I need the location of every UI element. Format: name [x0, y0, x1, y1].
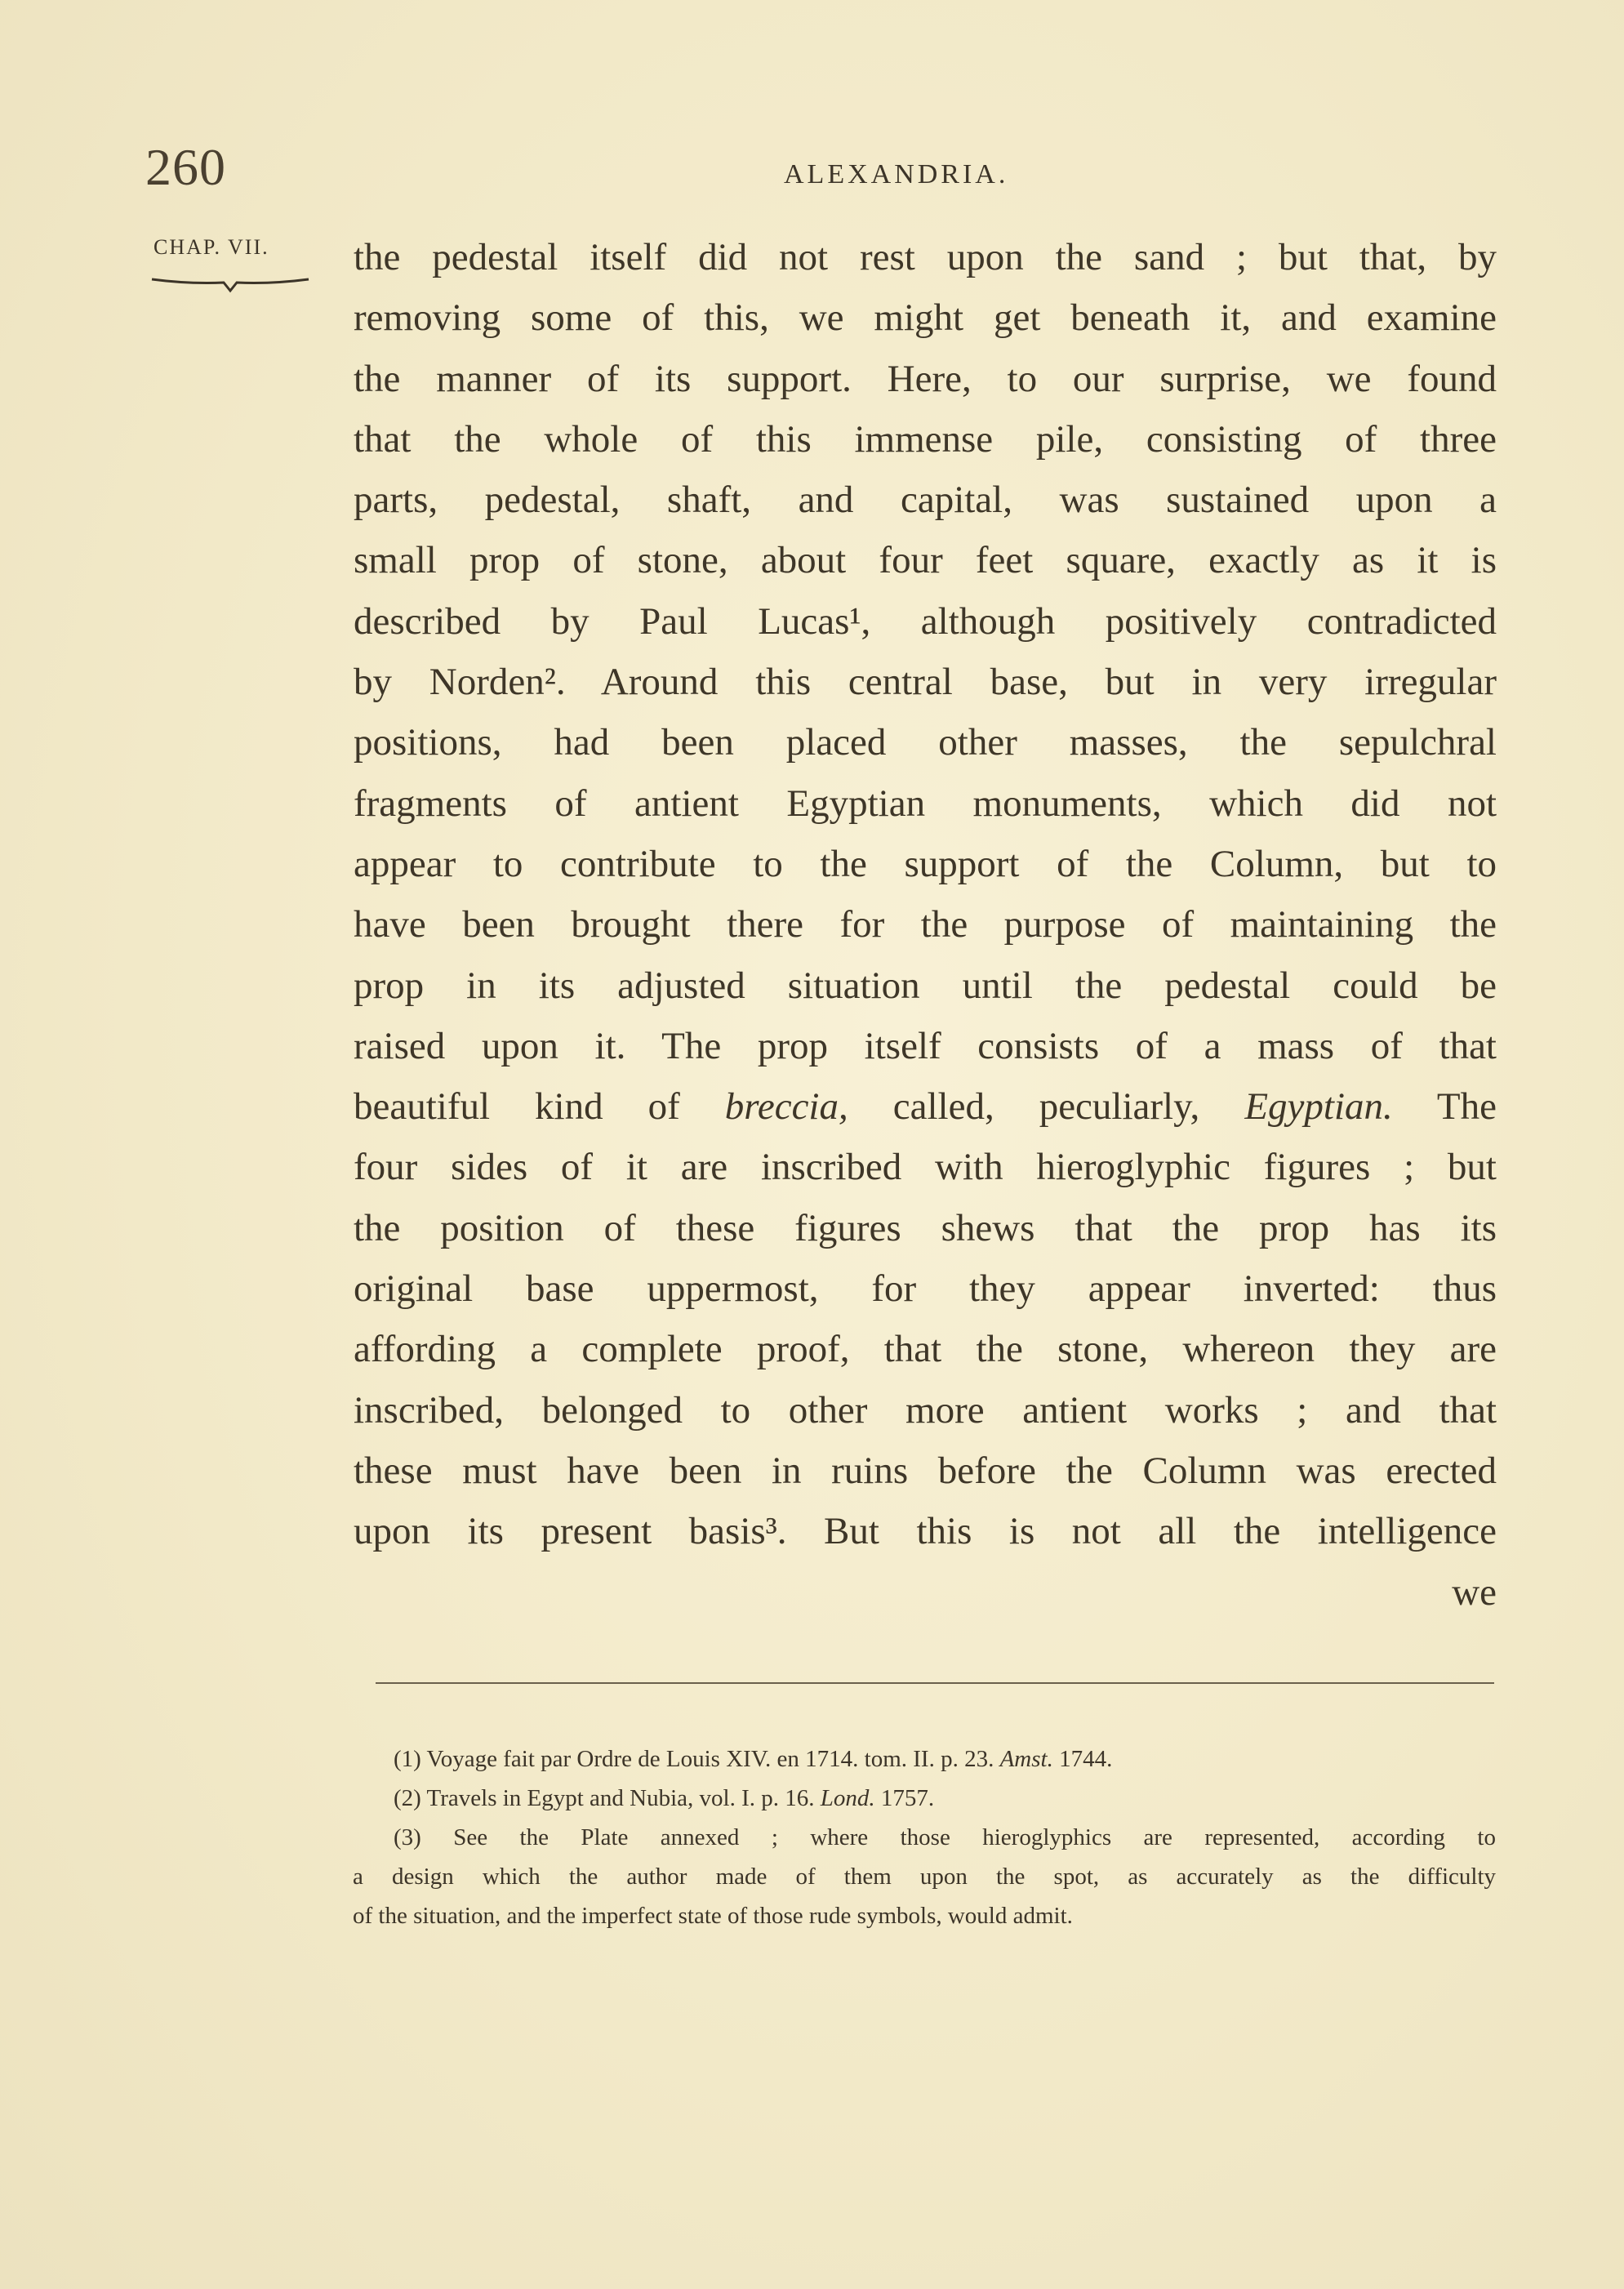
text-line: the manner of its support. Here, to our surprise, we found: [354, 357, 1497, 400]
text-line: small prop of stone, about four feet square, exactly as it is: [354, 539, 1497, 582]
chapter-label: CHAP. VII.: [154, 235, 269, 259]
text-line: that the whole of this immense pile, consisting of three: [354, 417, 1497, 461]
footnote-3-line: of the situation, and the imperfect state of those rude symbols, would admit.: [353, 1903, 1073, 1929]
text-line: original base uppermost, for they appear inverted: thus: [354, 1267, 1497, 1311]
text-line-italic-mix: [354, 1076, 1497, 1137]
footnote-rule: [376, 1682, 1494, 1684]
text-line: parts, pedestal, shaft, and capital, was sustained upon a: [354, 479, 1497, 522]
text-run: called, peculiarly,: [848, 1085, 1245, 1129]
text-line: by Norden². Around this central base, but in very irregular: [354, 661, 1497, 704]
catchword: we: [1452, 1570, 1497, 1614]
text-line: prop in its adjusted situation until the pedestal could be: [354, 964, 1497, 1007]
text-line: have been brought there for the purpose of maintaining the: [354, 903, 1497, 946]
text-line: inscribed, belonged to other more antient works ; and that: [354, 1388, 1497, 1432]
text-line: appear to contribute to the support of the Column, but to: [354, 842, 1497, 885]
text-line: raised upon it. The prop itself consists of a mass of that: [354, 1024, 1497, 1067]
footnote-text: (1) Voyage fait par Ordre de Louis XIV. en 1714. tom. II. p. 23.: [394, 1746, 1000, 1772]
text-run: The: [1392, 1085, 1497, 1129]
text-line: upon its present basis³. But this is not all the intelligence: [354, 1510, 1497, 1553]
text-line: positions, had been placed other masses, the sepulchral: [354, 721, 1497, 764]
text-line: the pedestal itself did not rest upon the sand ; but that, by: [354, 236, 1497, 278]
footnote-text: (2) Travels in Egypt and Nubia, vol. I. p. 16.: [394, 1785, 821, 1811]
text-run: beautiful kind of: [354, 1085, 725, 1129]
footnote-2: [353, 1779, 1496, 1818]
text-line: four sides of it are inscribed with hieroglyphic figures ; but: [354, 1146, 1497, 1189]
footnote-3-line: (3) See the Plate annexed ; where those hieroglyphics are represented, according to: [394, 1824, 1496, 1850]
footnote-3-line: a design which the author made of them upon the spot, as accurately as the difficulty: [353, 1864, 1496, 1890]
text-line: affording a complete proof, that the stone, whereon they are: [354, 1328, 1497, 1371]
body-text: [354, 227, 1497, 1623]
chapter-brace-ornament: [149, 271, 312, 296]
italic-breccia: breccia,: [724, 1085, 848, 1129]
text-line: described by Paul Lucas¹, although positively contradicted: [354, 599, 1497, 643]
footnote-italic: Amst.: [999, 1746, 1053, 1772]
text-line: these must have been in ruins before the Column was erected: [354, 1449, 1497, 1492]
footnote-italic: Lond.: [820, 1785, 875, 1811]
text-line: removing some of this, we might get beneath it, and examine: [354, 296, 1497, 340]
footnote-text: 1757.: [874, 1785, 935, 1811]
text-line: the position of these figures shews that the prop has its: [354, 1206, 1497, 1249]
footnotes: [353, 1739, 1496, 1935]
page-number: 260: [145, 138, 226, 196]
italic-egyptian: Egyptian.: [1244, 1085, 1393, 1129]
footnote-1: [353, 1739, 1496, 1779]
running-head: ALEXANDRIA.: [784, 159, 1009, 189]
footnote-text: 1744.: [1052, 1746, 1113, 1772]
text-line: fragments of antient Egyptian monuments, which did not: [354, 782, 1497, 825]
